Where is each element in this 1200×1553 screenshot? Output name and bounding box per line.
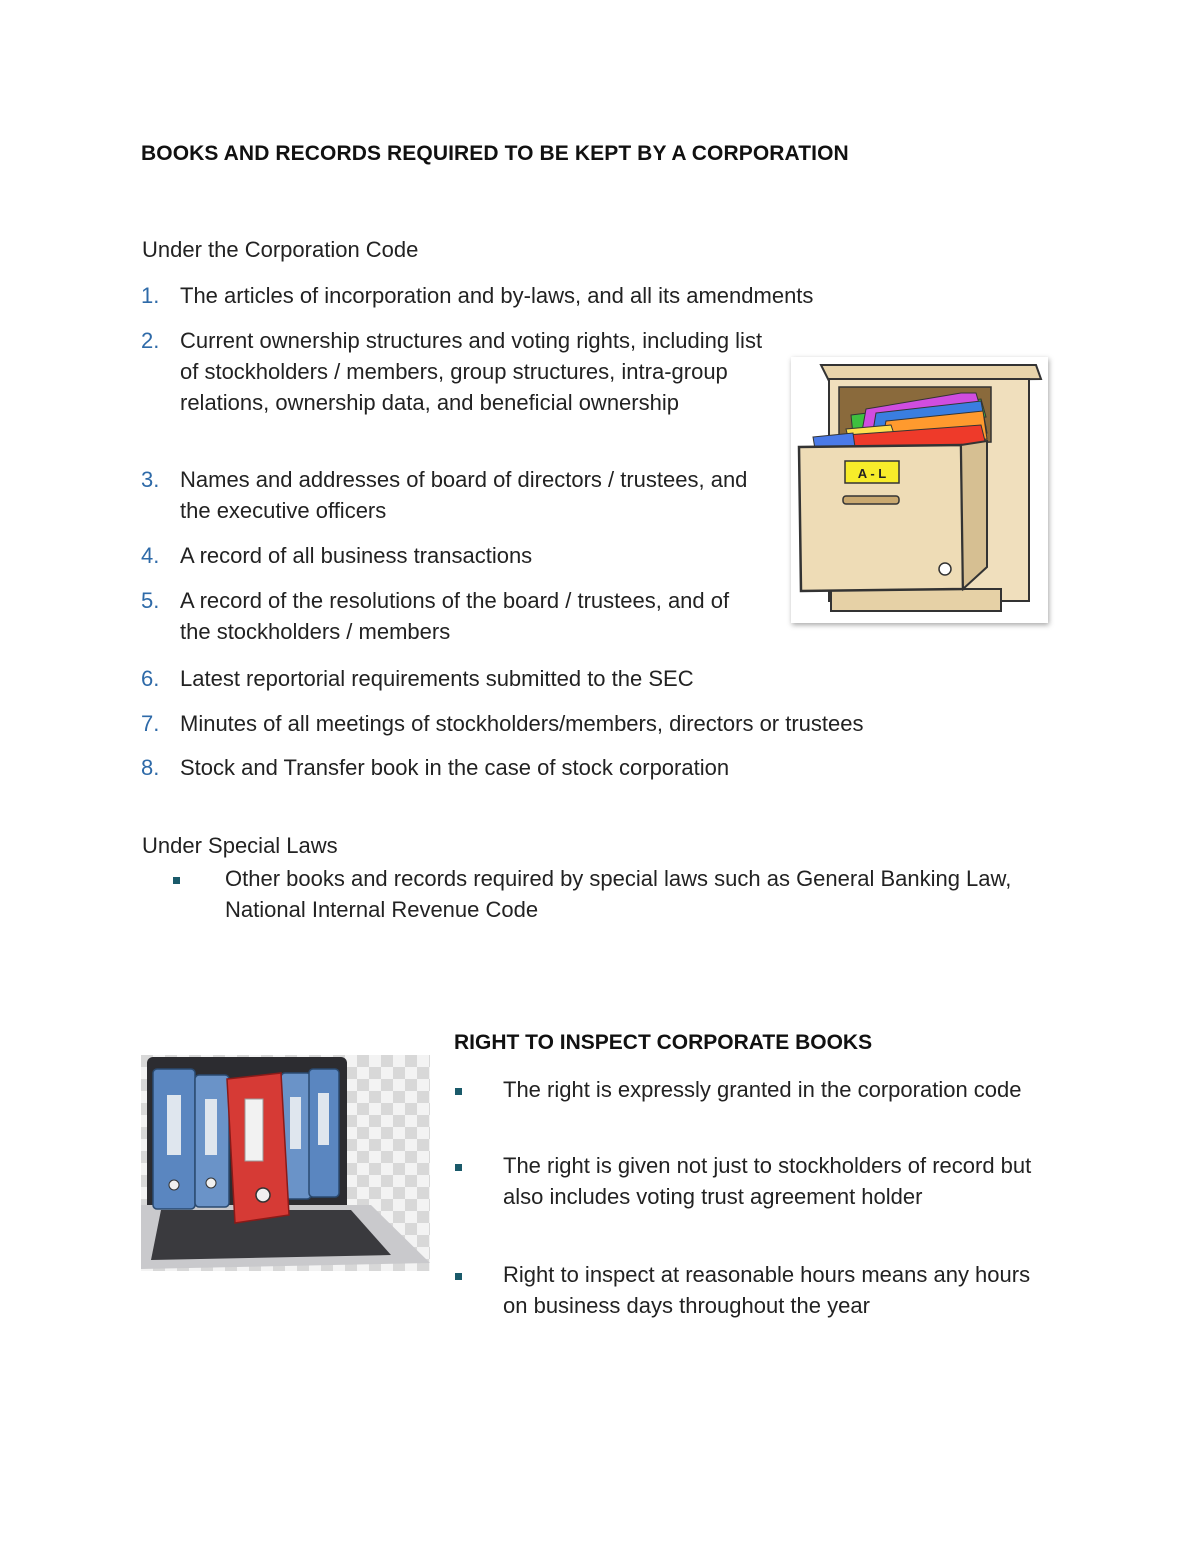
list-item: Right to inspect at reasonable hours means any hours on business days throughout the year xyxy=(503,1262,1031,1318)
list-number: 8. xyxy=(141,755,160,780)
list-number: 7. xyxy=(141,711,160,736)
list-number: 3. xyxy=(141,467,160,492)
cabinet-label: A - L xyxy=(857,466,887,481)
bullet-square-icon xyxy=(455,1088,462,1095)
list-item: Names and addresses of board of directors / trustees, and the executive officers xyxy=(180,467,748,523)
list-number: 2. xyxy=(141,328,160,353)
list-item: Latest reportorial requirements submitted to the SEC xyxy=(180,666,694,691)
section-heading-corporation-code: Under the Corporation Code xyxy=(142,237,419,262)
list-item: The right is expressly granted in the corporation code xyxy=(503,1077,1022,1102)
list-item: Stock and Transfer book in the case of stock corporation xyxy=(180,755,730,780)
list-item: Other books and records required by special laws such as General Banking Law, National Internal Revenue Code xyxy=(225,866,1012,922)
list-number: 1. xyxy=(141,283,160,308)
bullet-square-icon xyxy=(173,877,180,884)
list-item: Current ownership structures and voting rights, including list of stockholders / members, group structures, intra-group relations, ownership data, and beneficial ownership xyxy=(180,328,763,415)
list-item: The right is given not just to stockholders of record but also includes voting trust agreement holder xyxy=(503,1153,1032,1209)
list-item: A record of all business transactions xyxy=(180,543,533,568)
laptop-binders-icon xyxy=(141,1055,430,1271)
list-item: The articles of incorporation and by-laws, and all its amendments xyxy=(180,283,814,308)
list-item: Minutes of all meetings of stockholders/members, directors or trustees xyxy=(180,711,864,736)
bullet-square-icon xyxy=(455,1164,462,1171)
laptop-binders-illustration xyxy=(141,1055,430,1271)
page-title: BOOKS AND RECORDS REQUIRED TO BE KEPT BY A CORPORATION xyxy=(141,142,849,165)
section-heading-special-laws: Under Special Laws xyxy=(142,833,338,858)
list-item: A record of the resolutions of the board / trustees, and of the stockholders / members xyxy=(180,588,730,644)
bullet-square-icon xyxy=(455,1273,462,1280)
list-number: 5. xyxy=(141,588,160,613)
file-cabinet-icon xyxy=(791,357,1048,623)
section-heading-right-to-inspect: RIGHT TO INSPECT CORPORATE BOOKS xyxy=(454,1031,873,1054)
list-number: 4. xyxy=(141,543,160,568)
list-number: 6. xyxy=(141,666,160,691)
file-cabinet-illustration xyxy=(791,357,1048,623)
